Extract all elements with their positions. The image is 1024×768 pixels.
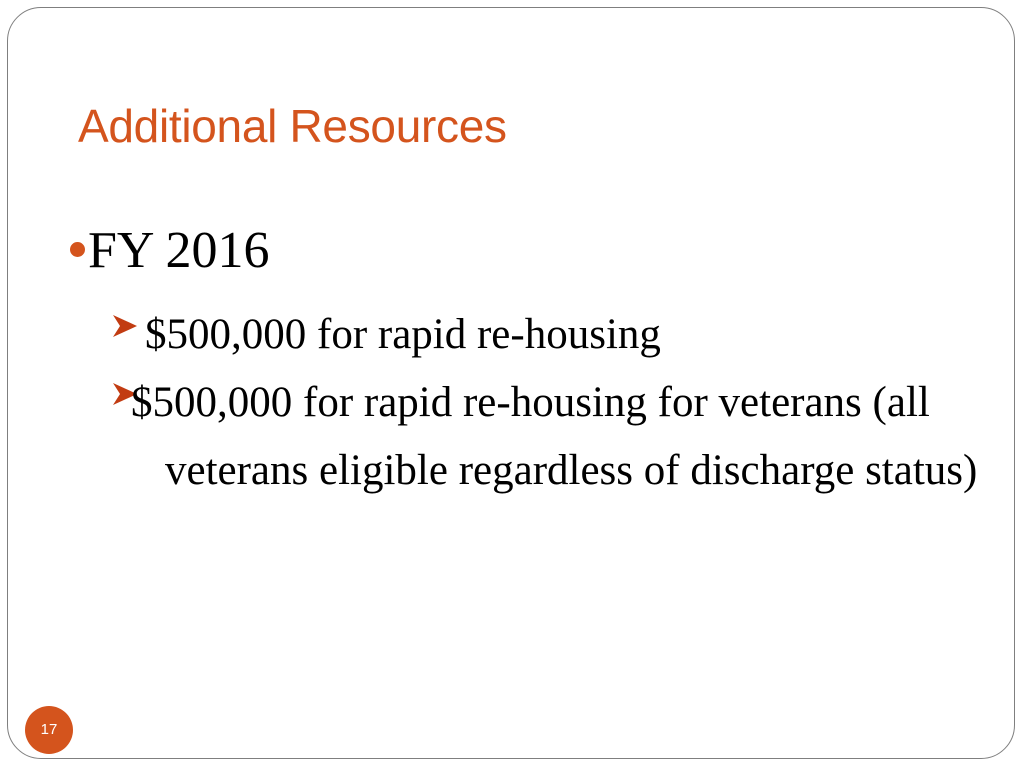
page-number-badge: 17 bbox=[25, 706, 73, 754]
sub-bullet bbox=[111, 369, 991, 505]
sub-bullet-text: $500,000 for rapid re-housing bbox=[145, 311, 661, 358]
arrow-bullet-icon bbox=[111, 313, 139, 339]
bullet-dot-icon bbox=[70, 242, 85, 257]
sub-bullet-text: $500,000 for rapid re-housing for veterans (all veterans eligible regardless of discharge status) bbox=[131, 379, 978, 494]
sub-bullet bbox=[111, 301, 991, 369]
bullet-level-1 bbox=[70, 218, 270, 284]
bullet-text: FY 2016 bbox=[88, 222, 270, 279]
slide bbox=[7, 7, 1015, 759]
slide-title: Additional Resources bbox=[78, 100, 507, 152]
